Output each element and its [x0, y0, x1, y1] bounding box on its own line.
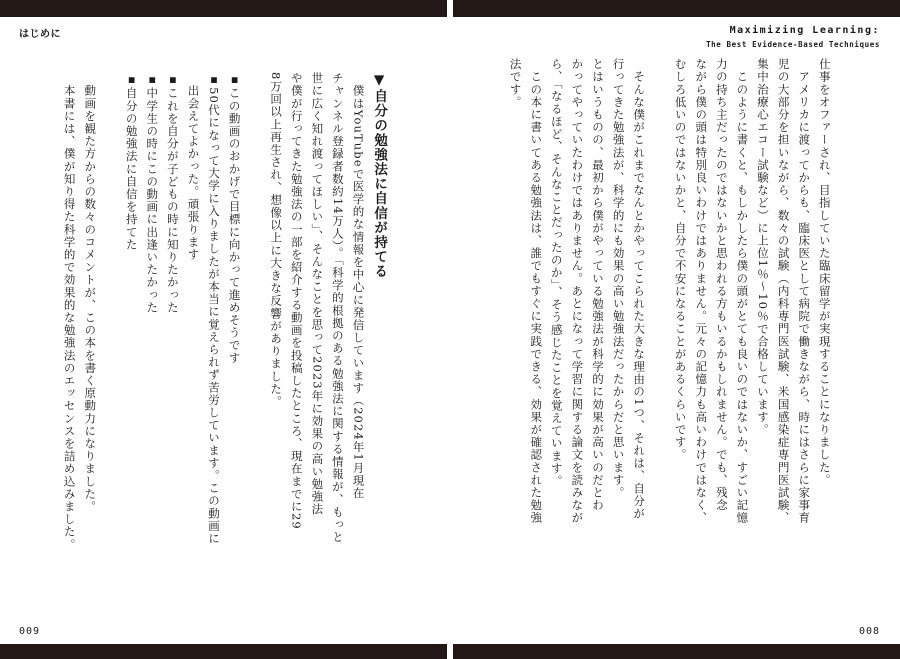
comment-item: ▪この動画のおかげで目標に向かって進めそうです: [227, 72, 242, 365]
running-head-right-line2: The Best Evidence-Based Techniques: [706, 40, 880, 49]
text-line: 僕はYouTubeで医学的な情報を中心に発信しています（2024年1月現在: [351, 72, 366, 500]
text-line: そんな僕がこれまでなんとかやってこられた大きな理由の1つ、それは、自分が: [632, 58, 647, 521]
text-line: 動画を観た方からの数々のコメントが、この本を書く原動力になりました。: [83, 72, 98, 513]
page-number-right: 008: [858, 626, 880, 637]
text-line: このように書くと、もしかしたら僕の頭がとても良いのではないか、すごい記憶: [735, 58, 750, 525]
text-line: 力の持ち主だったのではないかと思われる方もいるかもしれません。でも、残念: [714, 58, 729, 512]
comment-item: ▪50代になって大学に入りましたが本当に覚えられず苦労しています。この動画に: [207, 72, 222, 545]
running-head-right: [706, 25, 880, 49]
bottom-bar-left: [0, 644, 447, 659]
text-line: 本書には、僕が知り得た科学的で効果的な勉強法のエッセンスを詰め込みました。: [62, 72, 77, 551]
text-line: 仕事をオファーされ、目指していた臨床留学が実現することになりました。: [817, 58, 832, 487]
text-line: むしろ低いのではないかと、自分で不安になることがあるくらいです。: [673, 58, 688, 462]
comment-item: 出会えてよかった。頑張ります: [186, 72, 201, 261]
running-head-right-line1: Maximizing Learning:: [729, 25, 880, 36]
page-gutter: [447, 0, 453, 659]
top-bar-left: [0, 0, 447, 17]
comment-item: ▪これを自分が子どもの時に知りたかった: [165, 72, 180, 314]
right-page-body: [505, 58, 835, 578]
text-line: この本に書いてある勉強法は、誰でもすぐに実践できる、効果が確認された勉強: [529, 58, 544, 525]
comment-item: ▪中学生の時にこの動画に出逢いたかった: [145, 72, 160, 314]
text-line: 行ってきた勉強法が、科学的にも効果の高い勉強法だったからだと思います。: [611, 58, 626, 499]
text-line: チャンネル登録者数約14万人）。「科学的根拠のある勉強法に関する情報が、もっと: [330, 72, 345, 544]
text-line: 世に広く知れ渡ってほしい」、そんなことを思って2023年に効果の高い勉強法: [310, 72, 325, 516]
text-line: 法です。: [508, 58, 523, 109]
left-page-body: [59, 72, 389, 590]
page-number-left: 009: [19, 626, 41, 637]
text-line: とはいうものの、最初から僕がやっている勉強法が科学的に効果が高いのだとわ: [590, 58, 605, 512]
text-line: かってやっていたわけではありません。あとになって学習に関する論文を読みなが: [570, 58, 585, 525]
running-head-left: はじめに: [19, 29, 61, 40]
text-line: 児の大部分を担いながら、数々の試験（内科専門医試験、米国感染症専門医試験、: [776, 58, 791, 525]
text-line: ら、「なるほど、そんなことだったのか」、そう感じたことを覚えています。: [549, 58, 564, 488]
text-line: ながら僕の頭は特別良いわけではありません。元々の記憶力も高いわけではなく、: [694, 58, 709, 525]
bottom-bar-right: [453, 644, 900, 659]
text-line: 8万回以上再生され、想像以上に大きな反響がありました。: [269, 72, 284, 409]
comment-item: ▪自分の勉強法に自信を持てた: [124, 72, 139, 251]
text-line: や僕が行ってきた勉強法の一部を紹介する動画を投稿したところ、現在までに29: [289, 72, 304, 530]
section-heading: ▼自分の勉強法に自信が持てる: [371, 72, 388, 279]
top-bar-right: [453, 0, 900, 17]
text-line: 集中治療心エコー試験など）に上位1％〜10％で合格しています。: [756, 58, 771, 437]
text-line: アメリカに渡ってからも、臨床医として病院で働きながら、時にはさらに家事育: [797, 58, 812, 525]
